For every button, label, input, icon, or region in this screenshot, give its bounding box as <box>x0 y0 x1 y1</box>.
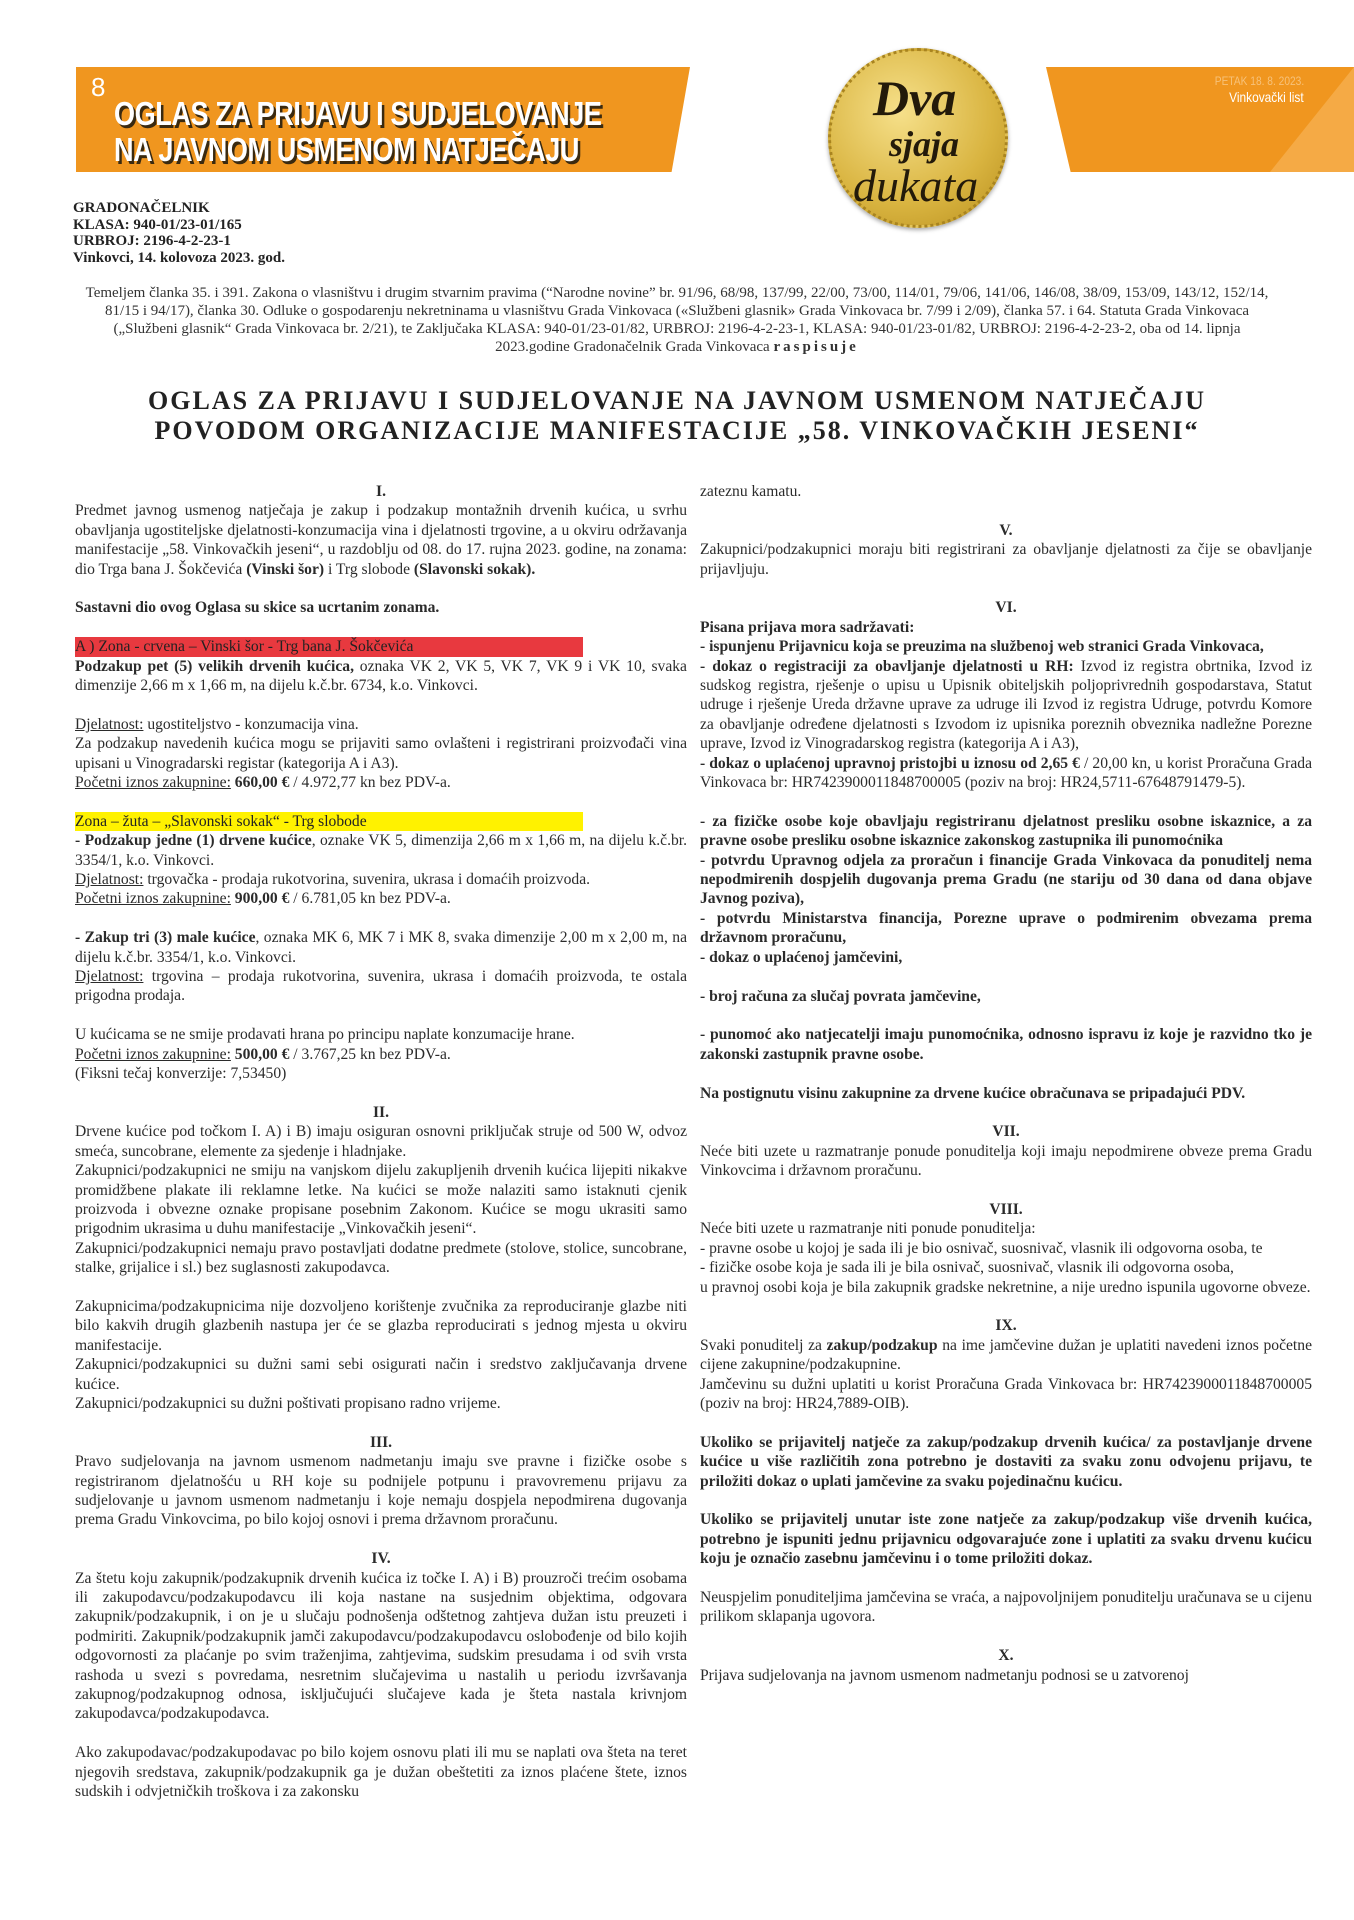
text-run: Ukoliko se prijavitelj natječe za zakup/podzakup drvenih kućica/ za postavljanje drvene kućice u više različitih zona potrebno je dostaviti za svaku zonu odvojenu prijavu, te priložiti dokaz o uplati jamčevine za svaku pojedinačnu kućicu. <box>700 1433 1312 1490</box>
text-run: Zakupnici/podzakupnici su dužni poštivati propisano radno vrijeme. <box>75 1394 501 1412</box>
paragraph <box>75 928 687 967</box>
paragraph <box>75 1045 687 1064</box>
text-run: Drvene kućice pod točkom I. A) i B) imaju osiguran osnovni priključak struje od 500 W, odvoz smeća, suncobrane, elemente za sjedenje i hladnjake. <box>75 1123 687 1160</box>
text-run: Prijava sudjelovanja na javnom usmenom nadmetanju podnosi se u zatvorenoj <box>700 1666 1189 1684</box>
text-run: Pisana prijava mora sadržavati: <box>700 618 915 636</box>
legal-basis-emphasis: raspisuje <box>773 339 859 355</box>
text-run: Ukoliko se prijavitelj unutar iste zone natječe za zakup/podzakup više drvenih kućica, potrebno je ispuniti jednu prijavnicu odgovarajuće zone i uplatiti za svaku drvenu kućicu koju je označio zasebnu jamčevinu i o tome priložiti dokaz. <box>700 1511 1312 1568</box>
spacer <box>700 501 1312 520</box>
zone-red-heading <box>75 637 583 656</box>
article-heading <box>700 1200 1312 1219</box>
paragraph <box>75 1025 687 1044</box>
text-run: - dokaz o registraciji za obavljanje djelatnosti u RH: <box>700 657 1074 675</box>
paragraph <box>700 851 1312 909</box>
text-run: / 6.781,05 kn bez PDV-a. <box>289 890 451 908</box>
legal-basis-paragraph <box>77 284 1277 356</box>
text-run: Izvod iz registra obrtnika, Izvod iz sudskog registra, rješenje o upisu u Upisnik obiteljskih poljoprivrednih gospodarstava, Statut udruge i rješenje Ureda državne uprave za udruge ili Izvod iz registra Udruge, potvrdu Komore za obavljanje određene djelatnosti s Izvodom iz upisnika poreznih obveznika nadležne Porezne uprave, Izvod iz Vinogradarskog registra (kategorija A i A3), <box>700 657 1312 753</box>
notice-title-line2: POVODOM ORGANIZACIJE MANIFESTACIJE „58. VINKOVAČKIH JESENI“ <box>154 416 1200 445</box>
text-run: , oznake VK 5, dimenzija 2,66 m x 1,66 m, na dijelu k.č.br. 3354/1, k.o. Vinkovci. <box>75 832 688 869</box>
paragraph <box>75 734 687 773</box>
paragraph <box>700 540 1312 579</box>
article-heading <box>700 521 1312 540</box>
paragraph <box>75 967 687 1006</box>
zone-yellow-heading <box>75 812 583 831</box>
logo-word-1: Dva <box>873 70 957 126</box>
text-run: Neće biti uzete u razmatranje niti ponude ponuditelja: <box>700 1220 1036 1238</box>
right-column <box>700 482 1312 1685</box>
newspaper-name: Vinkovački list <box>1229 89 1304 105</box>
text-run: Djelatnost: <box>75 871 144 889</box>
logo-word-2: sjaja <box>889 124 960 164</box>
paragraph <box>700 987 1312 1006</box>
paragraph <box>700 1433 1312 1491</box>
text-run: Početni iznos zakupnine: <box>75 1045 231 1063</box>
spacer <box>700 792 1312 811</box>
text-run: Djelatnost: <box>75 715 144 733</box>
text-run: - dokaz o uplaćenoj upravnoj pristojbi u iznosu od 2,65 € <box>700 754 1080 772</box>
legal-basis-text: Temeljem članka 35. i 391. Zakona o vlasništvu i drugim stvarnim pravima (“Narodne novine” br. 91/96, 68/98, 137/99, 22/00, 73/00, 114/01, 79/06, 141/06, 146/08, 38/09, 153/09, 143/12, 152/14, 81/15 i 94/17), članka 30. Odluke o gospodarenju nekretninama u vlasništvu Grada Vinkovaca («Službeni glasnik» Grada Vinkovaca br. 7/99 i 2/09), članka 57. i 64. Statuta Grada Vinkovaca („Službeni glasnik“ Grada Vinkovaca br. 2/21), te Zaključaka KLASA: 940-01/23-01/82, URBROJ: 2196-4-2-23-1, KLASA: 940-01/23-01/82, URBROJ: 2196-4-2-23-2, oba od 14. lipnja 2023.godine Gradonačelnik Grada Vinkovaca <box>85 285 1269 355</box>
paragraph <box>75 715 687 734</box>
paragraph <box>75 1355 687 1394</box>
left-column <box>75 482 687 1801</box>
klasa: KLASA: 940-01/23-01/165 <box>73 216 242 233</box>
text-run: Pravo sudjelovanja na javnom usmenom nadmetanju imaju sve pravne i fizičke osobe s registriranom djelatnošću u RH koje su podnijele potpunu i pravovremenu prijavu za sudjelovanje u javnom usmenom nadmetanju i koje nemaju dospjela nepodmirena dugovanja prema Gradu Vinkovcima, po bilo kojoj osnovi i prema državnom proračunu. <box>75 1453 687 1529</box>
article-heading <box>700 1646 1312 1665</box>
text-run: 900,00 € <box>230 890 290 908</box>
spacer <box>75 1413 687 1432</box>
paragraph <box>75 1569 687 1724</box>
text-run: trgovina – prodaja rukotvorina, suvenira, ukrasa i domaćih proizvoda, te ostala prigodna prodaja. <box>75 968 687 1005</box>
paragraph <box>75 1122 687 1161</box>
spacer <box>75 1084 687 1103</box>
text-run: 660,00 € <box>230 774 290 792</box>
spacer <box>700 1064 1312 1083</box>
paragraph <box>700 909 1312 948</box>
paragraph <box>75 773 687 792</box>
paragraph <box>700 1588 1312 1627</box>
spacer <box>75 695 687 714</box>
paragraph <box>700 1219 1312 1238</box>
text-run: trgovačka - prodaja rukotvorina, suvenira, ukrasa i domaćih proizvoda. <box>143 871 591 889</box>
paragraph <box>700 1239 1312 1258</box>
paragraph <box>75 889 687 908</box>
text-run: IV. <box>371 1550 391 1568</box>
text-run: - za fizičke osobe koje obavljaju registriranu djelatnost presliku osobne iskaznice, a za pravne osobe presliku osobne iskaznice zakonskog zastupnika ili punomoćnika <box>700 812 1312 850</box>
spacer <box>700 1569 1312 1588</box>
issuer: GRADONAČELNIK <box>73 200 210 216</box>
spacer <box>700 1103 1312 1122</box>
paragraph <box>75 1394 687 1413</box>
text-run: / 4.972,77 kn bez PDV-a. <box>289 774 451 792</box>
text-run: Početni iznos zakupnine: <box>75 890 231 908</box>
paragraph <box>75 870 687 889</box>
spacer <box>700 1627 1312 1646</box>
spacer <box>75 792 687 811</box>
paragraph <box>75 1064 687 1083</box>
text-run: (Fiksni tečaj konverzije: 7,53450) <box>75 1065 287 1083</box>
paragraph <box>700 1025 1312 1064</box>
text-run: na ime jamčevine dužan je uplatiti navedeni iznos početne cijene zakupnine/podzakupnine. <box>700 1336 1312 1374</box>
text-run: Zakupnici/podzakupnici ne smiju na vanjskom dijelu zakupljenih drvenih kućica lijepiti nikakve promidžbene plakate ili reklamne letke. Na kućici se može nalaziti samo istaknuti cjenik proizvoda i obvezne oznake propisane posebnim Zakonom. Kućice se mogu ukrasiti samo prigodnim ukrasima u duhu manifestacije „Vinkovačkih jeseni“. <box>75 1162 687 1238</box>
text-run: Zakupnicima/podzakupnicima nije dozvoljeno korištenje zvučnika za reproduciranje glazbe niti bilo kakvih drugih glazbenih nastupa jer će se glazba reproducirati s jednog mjesta u okviru manifestacije. <box>75 1297 687 1354</box>
text-run: VII. <box>992 1123 1020 1141</box>
text-run: Svaki ponuditelj za <box>700 1336 827 1354</box>
text-run: Ako zakupodavac/podzakupodavac po bilo kojem osnovu plati ili mu se naplati ova šteta na teret njegovih sredstava, zakupnik/podzakupnik ga je dužan obeštetiti za iznos plaćene štete, iznos sudskih i odvjetničkih troškova i za zakonsku <box>75 1744 687 1801</box>
text-run: A ) Zona - crvena – Vinski šor - Trg bana J. Šokčevića <box>75 638 414 656</box>
paragraph <box>700 657 1312 754</box>
text-run: X. <box>998 1647 1014 1665</box>
text-run: u pravnoj osobi koja je bila zakupnik gradske nekretnine, a nije uredno ispunila ugovorne obveze. <box>700 1278 1311 1296</box>
text-run: VIII. <box>989 1200 1023 1218</box>
dva-sjaja-dukata-logo <box>828 48 1008 228</box>
paragraph <box>700 1510 1312 1568</box>
text-run: - Zakup tri (3) male kućice <box>75 929 256 947</box>
paragraph <box>700 1142 1312 1181</box>
paragraph <box>75 501 687 579</box>
article-heading <box>700 1122 1312 1141</box>
text-run: / 3.767,25 kn bez PDV-a. <box>289 1045 451 1063</box>
spacer <box>75 1530 687 1549</box>
text-run: II. <box>372 1103 390 1121</box>
spacer <box>75 1278 687 1297</box>
text-run: - dokaz o uplaćenoj jamčevini, <box>700 948 903 966</box>
spacer <box>700 1006 1312 1025</box>
text-run: - fizičke osobe koja je sada ili je bila osnivač, suosnivač, vlasnik ili odgovorna osoba, <box>700 1259 1234 1277</box>
paragraph <box>75 1452 687 1530</box>
spacer <box>75 579 687 598</box>
text-run: V. <box>999 521 1013 539</box>
text-run: Neuspjelim ponuditeljima jamčevina se vraća, a najpovoljnijem ponuditelju uračunava se u cijenu prilikom sklapanja ugovora. <box>700 1588 1312 1626</box>
spacer <box>700 1413 1312 1432</box>
text-run: U kućicama se ne smije prodavati hrana po principu naplate konzumacije hrane. <box>75 1026 575 1044</box>
paragraph <box>75 657 687 696</box>
text-run: IX. <box>995 1317 1017 1335</box>
spacer <box>700 1297 1312 1316</box>
paragraph <box>700 1336 1312 1375</box>
article-heading <box>700 1316 1312 1335</box>
article-heading <box>75 1433 687 1452</box>
text-run: Djelatnost: <box>75 968 144 986</box>
text-run: Jamčevinu su dužni uplatiti u korist Proračuna Grada Vinkovaca br: HR7423900011848700005 (poziv na broj: HR24,7889-OIB). <box>700 1375 1312 1412</box>
text-run: Zona – žuta – „Slavonski sokak“ - Trg slobode <box>75 812 367 830</box>
text-run: Na postignutu visinu zakupnine za drvene kućice obračunava se pripadajući PDV. <box>700 1084 1246 1102</box>
text-run: - potvrdu Upravnog odjela za proračun i financije Grada Vinkovaca da ponuditelj nema nepodmirenih dospjelih dugovanja prema Gradu (ne stariju od 30 dana od dana objave Javnog poziva), <box>700 851 1312 908</box>
text-run: - broj računa za slučaj povrata jamčevine, <box>700 987 981 1005</box>
text-run: I. <box>376 483 386 500</box>
text-run: zakup/podzakup <box>826 1336 938 1354</box>
text-run: i Trg slobode <box>324 560 414 578</box>
text-run: Za štetu koju zakupnik/podzakupnik drvenih kućica iz točke I. A) i B) prouzroči trećim osobama ili zakupodavcu/podzakupodavcu ili koja nastane na susjednim objektima, odgovara zakupnik/podzakupnik, i on je u slučaju podnošenja odštetnog zahtjeva dužan istu preuzeti i podmiriti. Zakupnik/podzakupnik jamči zakupodavcu/podzakupodavcu oslobođenje od bilo kojih odgovornosti za plaćanje po svim traženjima, zahtjevima, sudskim presudama i od svih vrsta rashoda u svezi s povredama, nesretnim slučajevima u nastalih u periodu izvršavanja zakupnog/podzakupnog odnosa, isključujući slučajeve kada je šteta nastala krivnjom zakupodavca/podzakupodavca. <box>75 1569 687 1723</box>
paragraph <box>700 618 1312 637</box>
article-heading <box>75 1103 687 1122</box>
paragraph <box>700 948 1312 967</box>
text-run: ugostiteljstvo - konzumacija vina. <box>143 715 359 733</box>
text-run: VI. <box>995 599 1017 617</box>
document-meta <box>73 200 285 266</box>
section-title-line1: OGLAS ZA PRIJAVU I SUDJELOVANJE <box>114 95 602 132</box>
article-heading <box>700 598 1312 617</box>
paragraph <box>75 1239 687 1278</box>
paragraph <box>700 1375 1312 1414</box>
text-run: Zakupnici/podzakupnici nemaju pravo postavljati dodatne predmete (stolove, stolice, suncobrane, stalke, grijalice i sl.) bez suglasnosti zakupodavca. <box>75 1239 687 1277</box>
page-number: 8 <box>91 72 106 102</box>
paragraph <box>700 1258 1312 1277</box>
text-run: , oznaka MK 6, MK 7 i MK 8, svaka dimenzije 2,00 m x 2,00 m, na dijelu k.č.br. 3354/1, k.o. Vinkovci. <box>75 929 687 966</box>
article-heading <box>75 1549 687 1568</box>
text-run: Za podzakup navedenih kućica mogu se prijaviti samo ovlašteni i registrirani proizvođači vina upisani u Vinogradarski registar (kategorija A i A3). <box>75 735 687 772</box>
paragraph <box>75 1297 687 1355</box>
spacer <box>75 618 687 637</box>
text-run: - potvrdu Ministarstva financija, Porezne uprave o podmirenim obvezama prema državnom proračunu, <box>700 909 1312 947</box>
paragraph <box>75 831 687 870</box>
text-run: Sastavni dio ovog Oglasa su skice sa ucrtanim zonama. <box>75 599 440 617</box>
text-run: 500,00 € <box>230 1045 290 1063</box>
issue-date: PETAK 18. 8. 2023. <box>1214 74 1304 88</box>
text-run: zateznu kamatu. <box>700 483 802 500</box>
text-run: - ispunjenu Prijavnicu koja se preuzima na službenoj web stranici Grada Vinkovaca, <box>700 638 1264 656</box>
text-run: (Slavonski sokak). <box>413 560 536 578</box>
text-run: III. <box>369 1433 393 1451</box>
paragraph <box>75 598 687 617</box>
text-run: Početni iznos zakupnine: <box>75 774 231 792</box>
paragraph <box>75 1161 687 1239</box>
paragraph <box>75 1743 687 1801</box>
article-heading <box>75 482 687 501</box>
text-run: / 20,00 kn, u korist Proračuna Grada Vinkovaca br: HR7423900011848700005 (poziv na broj: HR24,5711-67648791479-5). <box>700 754 1312 792</box>
paragraph <box>700 637 1312 656</box>
paragraph <box>700 1084 1312 1103</box>
spacer <box>700 967 1312 986</box>
spacer <box>700 1181 1312 1200</box>
text-run: Zakupnici/podzakupnici su dužni sami sebi osigurati način i sredstvo zaključavanja drvene kućice. <box>75 1356 687 1393</box>
logo-word-3: dukata <box>853 160 979 211</box>
notice-title-line1: OGLAS ZA PRIJAVU I SUDJELOVANJE NA JAVNOM USMENOM NATJEČAJU <box>148 386 1206 415</box>
text-run: (Vinski šor) <box>246 560 325 578</box>
notice-title <box>0 386 1354 446</box>
text-run: Podzakup pet (5) velikih drvenih kućica, <box>75 657 354 675</box>
spacer <box>75 1006 687 1025</box>
text-run: - punomoć ako natjecatelji imaju punomoćnika, odnosno ispravu iz koje je razvidno tko je zakonski zastupnik pravne osobe. <box>700 1026 1312 1063</box>
paragraph <box>700 482 1312 501</box>
urbroj: URBROJ: 2196-4-2-23-1 <box>73 233 231 249</box>
spacer <box>700 1491 1312 1510</box>
text-run: Predmet javnog usmenog natječaja je zakup i podzakup montažnih drvenih kućica, u svrhu obavljanja ugostiteljske djelatnosti-konzumacija vina i djelatnosti trgovine, a u okviru održavanja manifestacije „58. Vinkovačkih jeseni“, u razdoblju od 08. do 17. rujna 2023. godine, na zonama: dio Trga bana J. Šokčevića <box>75 502 687 578</box>
text-run: oznaka VK 2, VK 5, VK 7, VK 9 i VK 10, svaka dimenzije 2,66 m x 1,66 m, na dijelu k.č.br. 6734, k.o. Vinkovci. <box>75 657 687 695</box>
paragraph <box>700 754 1312 793</box>
spacer <box>75 909 687 928</box>
text-run: Neće biti uzete u razmatranje ponude ponuditelja koji imaju nepodmirene obveze prema Gradu Vinkovcima i državnom proračunu. <box>700 1142 1312 1180</box>
text-run: Zakupnici/podzakupnici moraju biti registrirani za obavljanje djelatnosti za čije se obavljanje prijavljuju. <box>700 541 1312 578</box>
place-date: Vinkovci, 14. kolovoza 2023. god. <box>73 249 285 266</box>
paragraph <box>700 1278 1312 1297</box>
paragraph <box>700 1666 1312 1685</box>
text-run: - pravne osobe u kojoj je sada ili je bio osnivač, suosnivač, vlasnik ili odgovorna osoba, te <box>700 1239 1263 1257</box>
section-title-line2: NA JAVNOM USMENOM NATJEČAJU <box>114 131 580 168</box>
text-run: - Podzakup jedne (1) drvene kućice <box>75 832 312 850</box>
spacer <box>75 1724 687 1743</box>
section-title <box>114 96 688 168</box>
spacer <box>700 579 1312 598</box>
paragraph <box>700 812 1312 851</box>
